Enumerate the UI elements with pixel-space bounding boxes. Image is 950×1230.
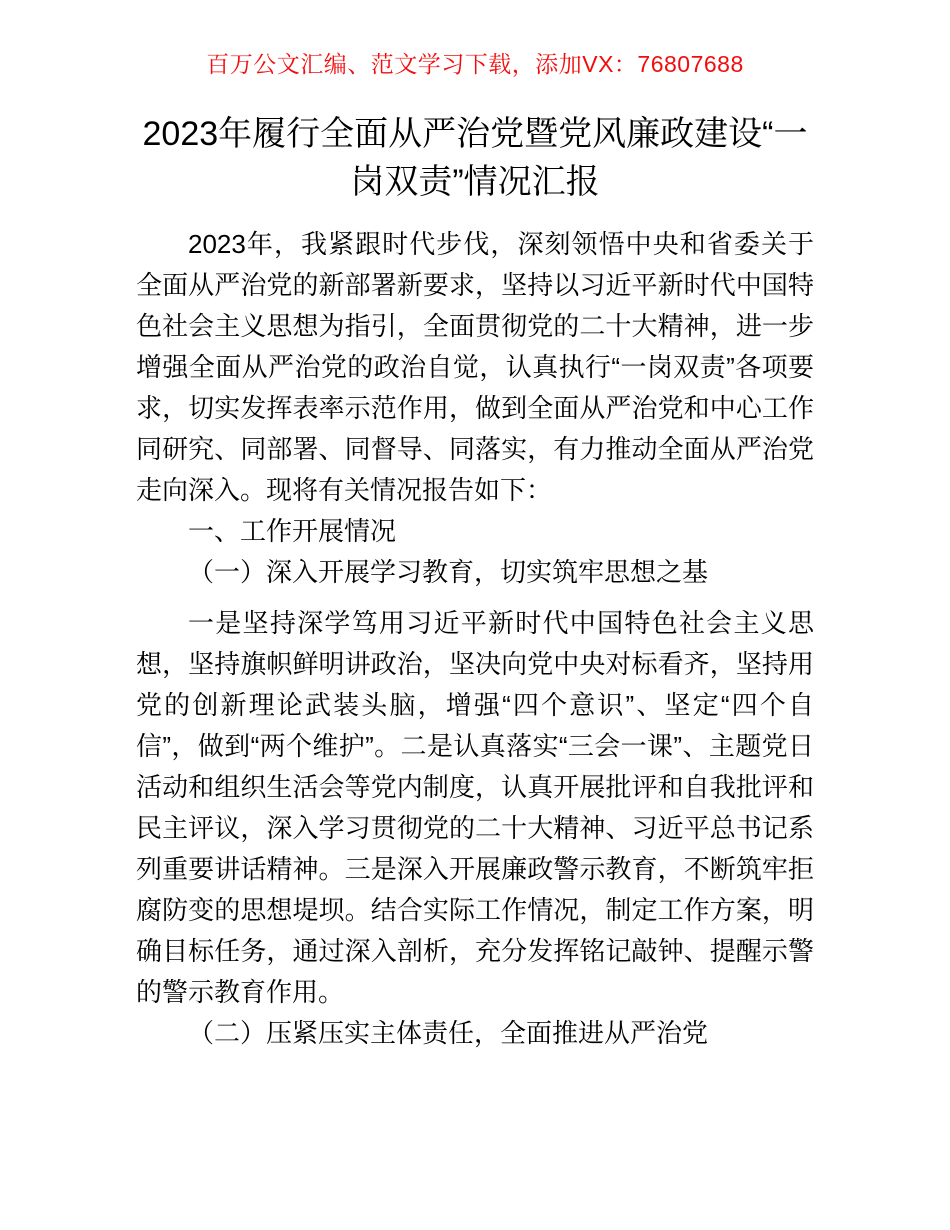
doc-title bbox=[136, 110, 814, 206]
doc-title-line-2: 岗双责”情况汇报 bbox=[350, 163, 600, 201]
subsection-2-heading: （二）压紧压实主体责任，全面推进从严治党 bbox=[188, 1018, 709, 1048]
section-1-heading: 一、工作开展情况 bbox=[188, 516, 397, 546]
promo-banner-text: 百万公文汇编、范文学习下载，添加VX：76807688 bbox=[206, 51, 744, 77]
intro-paragraph: 2023年，我紧跟时代步伐，深刻领悟中央和省委关于全面从严治党的新部署新要求，坚持以习近平新时代中国特色社会主义思想为指引，全面贯彻党的二十大精神，进一步增强全面从严治党的政治自觉，认真执行“一岗双责”各项要求，切实发挥表率示范作用，做到全面从严治党和中心工作同研究、同部署、同督导、同落实，有力推动全面从严治党走向深入。现将有关情况报告如下： bbox=[136, 229, 814, 505]
doc-title-line-1: 2023年履行全面从严治党暨党风廉政建设“一 bbox=[142, 115, 808, 153]
subsection-1-paragraph: 一是坚持深学笃用习近平新时代中国特色社会主义思想，坚持旗帜鲜明讲政治，坚决向党中央对标看齐，坚持用党的创新理论武装头脑，增强“四个意识”、坚定“四个自信”，做到“两个维护”。二是认真落实“三会一课”、主题党日活动和组织生活会等党内制度，认真开展批评和自我批评和民主评议，深入学习贯彻党的二十大精神、习近平总书记系列重要讲话精神。三是深入开展廉政警示教育，不断筑牢拒腐防变的思想堤坝。结合实际工作情况，制定工作方案，明确目标任务，通过深入剖析，充分发挥铭记敲钟、提醒示警的警示教育作用。 bbox=[136, 608, 814, 1007]
subsection-1-heading: （一）深入开展学习教育，切实筑牢思想之基 bbox=[188, 557, 709, 587]
